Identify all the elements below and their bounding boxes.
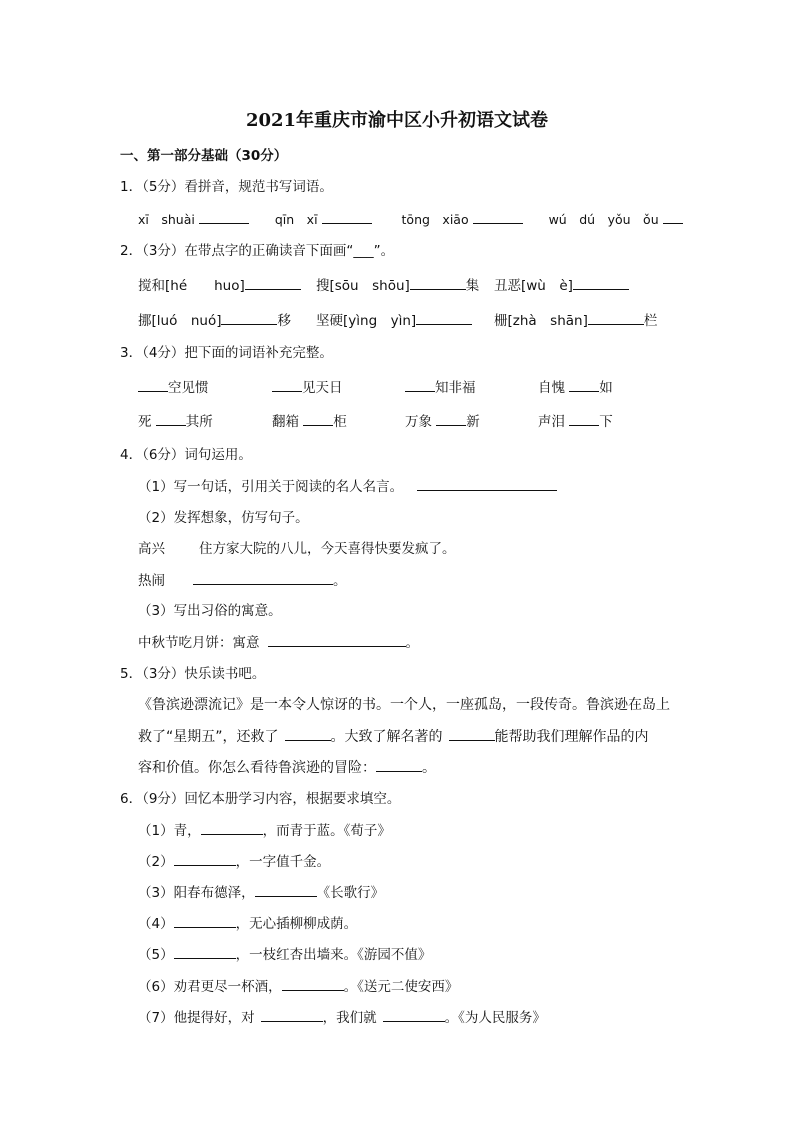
answer-blank[interactable] (322, 209, 372, 224)
answer-blank[interactable] (573, 275, 629, 290)
q2-item (138, 310, 291, 331)
answer-blank[interactable] (285, 726, 331, 741)
section-heading: 一、第一部分基础（30分） (120, 148, 288, 164)
q2-item (494, 310, 657, 331)
q3-item-text: 万象 (405, 414, 437, 430)
question-4-stem: 4．（6分）词句运用。 (120, 447, 252, 463)
answer-blank[interactable] (282, 976, 344, 991)
answer-blank[interactable] (417, 476, 557, 491)
q6-line-2 (138, 851, 330, 872)
q6-text: ，一字值千金。 (235, 854, 331, 870)
q3-item-suffix: 新 (466, 414, 480, 430)
q3-item-text: 声泪 (538, 414, 570, 430)
q6-text: （2） (138, 854, 174, 870)
answer-blank[interactable] (272, 377, 302, 392)
answer-blank[interactable] (376, 757, 422, 772)
question-2-stem: 2．（3分）在带点字的正确读音下面画“___”。 (120, 243, 395, 259)
q3-item (138, 411, 213, 432)
answer-blank[interactable] (588, 310, 644, 325)
period: 。 (333, 573, 347, 589)
answer-blank[interactable] (569, 377, 599, 392)
q3-item-suffix: 下 (599, 414, 613, 430)
q4-sub-3-fill (138, 632, 419, 653)
pinyin-2: qīn xī (274, 212, 318, 227)
q5-paragraph-line-3 (138, 757, 436, 778)
answer-blank[interactable] (174, 913, 236, 928)
q2-item-text: 丑恶[wù è] (494, 278, 573, 294)
q6-text: （4） (138, 916, 174, 932)
q6-text: （5） (138, 947, 174, 963)
q5-text: 能帮助我们理解作品的内 (494, 729, 649, 745)
question-6-stem: 6．（9分）回忆本册学习内容，根据要求填空。 (120, 791, 401, 807)
q5-text: 救了“星期五”，还救了 (138, 729, 279, 745)
page-title: 2021年重庆市渝中区小升初语文试卷 (245, 110, 549, 131)
q3-item-text: 死 (138, 414, 156, 430)
question-1-stem: 1．（5分）看拼音，规范书写词语。 (120, 179, 333, 195)
q6-text: 。《为人民服务》 (444, 1010, 546, 1026)
q2-item (138, 275, 301, 296)
q5-text: 。 (422, 760, 436, 776)
q2-item (316, 310, 472, 331)
pinyin-1: xī shuài (138, 212, 195, 227)
q6-text: （1）青， (138, 823, 201, 839)
answer-blank[interactable] (663, 209, 683, 224)
q2-item (494, 275, 629, 296)
q6-text: （6）劝君更尽一杯酒， (138, 979, 282, 995)
q2-item-suffix: 集 (465, 278, 480, 294)
question-3-stem: 3．（4分）把下面的词语补充完整。 (120, 345, 333, 361)
answer-blank[interactable] (221, 310, 277, 325)
q3-item-suffix: 柜 (333, 414, 347, 430)
answer-blank[interactable] (245, 275, 301, 290)
q5-text: 容和价值。你怎么看待鲁滨逊的冒险： (138, 760, 376, 776)
q2-item-text: 搅和[hé huo] (138, 278, 245, 294)
q6-text: ，一枝红杏出墙来。《游园不值》 (235, 947, 432, 963)
q5-paragraph-line-2 (138, 726, 649, 747)
q3-item-text: 见天日 (302, 380, 343, 396)
q6-line-1 (138, 820, 391, 841)
answer-blank[interactable] (449, 726, 495, 741)
custom-text: 中秋节吃月饼：寓意 (138, 635, 260, 651)
question-5-stem: 5．（3分）快乐读书吧。 (120, 666, 266, 682)
pinyin-row (138, 209, 683, 230)
q5-paragraph-line-1: 《鲁滨逊漂流记》是一本令人惊讶的书。一个人，一座孤岛，一段传奇。鲁滨逊在岛上 (138, 697, 670, 713)
q3-item (405, 377, 476, 398)
pinyin-3: tōng xiāo (401, 212, 469, 227)
q6-text: ，我们就 (322, 1010, 377, 1026)
q6-line-3 (138, 882, 384, 903)
q4-sub-2: （2）发挥想象，仿写句子。 (138, 510, 309, 526)
q6-text: （7）他提得好，对 (138, 1010, 255, 1026)
example-word: 高兴 (138, 541, 165, 557)
answer-blank[interactable] (473, 209, 523, 224)
example-sentence: 住方家大院的八儿，今天喜得快要发疯了。 (199, 541, 456, 557)
q2-item-suffix: 栏 (643, 313, 658, 329)
answer-blank[interactable] (138, 377, 168, 392)
q2-item-text: 搜[sōu shōu] (316, 278, 410, 294)
q3-item (272, 411, 347, 432)
answer-blank[interactable] (193, 570, 333, 585)
q3-item-text: 翻箱 (272, 414, 304, 430)
answer-blank[interactable] (174, 944, 236, 959)
q3-item-suffix: 如 (599, 380, 613, 396)
q3-item-text: 自愧 (538, 380, 570, 396)
q6-line-4 (138, 913, 357, 934)
answer-blank[interactable] (383, 1007, 445, 1022)
answer-blank[interactable] (268, 632, 406, 647)
answer-blank[interactable] (569, 411, 599, 426)
answer-blank[interactable] (410, 275, 466, 290)
q3-item (538, 377, 613, 398)
q3-item (138, 377, 209, 398)
q2-item (316, 275, 479, 296)
answer-blank[interactable] (261, 1007, 323, 1022)
q6-text: ，而青于蓝。《荀子》 (262, 823, 391, 839)
answer-blank[interactable] (405, 377, 435, 392)
q6-text: 。《送元二使安西》 (343, 979, 459, 995)
q2-item-text: 栅[zhà shān] (494, 313, 588, 329)
q6-text: 《长歌行》 (316, 885, 385, 901)
period: 。 (405, 635, 419, 651)
answer-blank[interactable] (416, 310, 472, 325)
q6-line-5 (138, 944, 431, 965)
q6-line-7 (138, 1007, 546, 1028)
q3-item-suffix: 其所 (185, 414, 213, 430)
q6-line-6 (138, 976, 458, 997)
q3-item (405, 411, 480, 432)
answer-blank[interactable] (174, 851, 236, 866)
q3-item (272, 377, 343, 398)
answer-blank[interactable] (436, 411, 466, 426)
q4-example (138, 539, 456, 559)
q2-item-text: 坚硬[yìng yìn] (316, 313, 417, 329)
q6-text: ，无心插柳柳成荫。 (235, 916, 358, 932)
answer-blank[interactable] (303, 411, 333, 426)
answer-blank[interactable] (156, 411, 186, 426)
q2-item-suffix: 移 (277, 313, 291, 329)
q2-item-text: 挪[luó nuó] (138, 313, 222, 329)
answer-blank[interactable] (255, 882, 317, 897)
fill-word: 热闹 (138, 573, 165, 589)
q6-text: （3）阳春布德泽， (138, 885, 255, 901)
q4-sub-1-text: （1）写一句话，引用关于阅读的名人名言。 (138, 479, 404, 495)
q4-fill (138, 570, 347, 591)
answer-blank[interactable] (201, 820, 263, 835)
q3-item-text: 知非福 (435, 380, 476, 396)
pinyin-4: wú dú yǒu ǒu (548, 212, 659, 227)
q4-sub-1 (138, 476, 557, 497)
q3-item-text: 空见惯 (168, 380, 209, 396)
q5-text: 。大致了解名著的 (330, 729, 443, 745)
q3-item (538, 411, 613, 432)
q4-sub-3: （3）写出习俗的寓意。 (138, 603, 282, 619)
answer-blank[interactable] (199, 209, 249, 224)
